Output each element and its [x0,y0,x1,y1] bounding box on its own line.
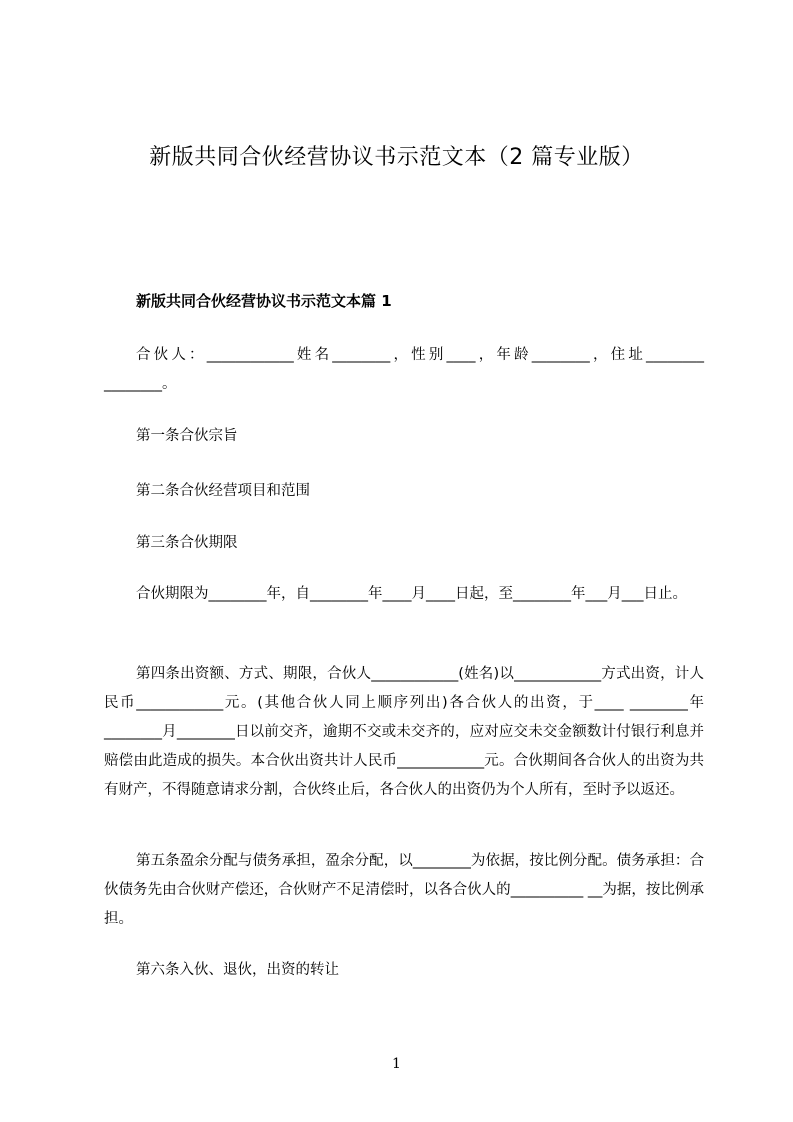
document-title: 新版共同合伙经营协议书示范文本（2 篇专业版） [149,145,644,170]
article-2-heading: 第二条合伙经营项目和范围 [136,483,310,499]
section-heading: 新版共同合伙经营协议书示范文本篇 1 [136,292,392,310]
partnership-term-paragraph: 合伙期限为________年，自________年____月____日起，至________年___月___日止。 [136,586,687,602]
article-1-heading: 第一条合伙宗旨 [136,428,238,444]
partner-info-paragraph: 合伙人：____________姓名________，性别____，年龄________，住址________ ________。 [104,347,704,392]
article-4-paragraph: 第四条出资额、方式、期限，合伙人____________(姓名)以____________方式出资，计人民币____________元。(其他合伙人同上顺序列出)各合伙人的出资，于____ ________年________月________日以前交齐，逾期不交或未交齐的，应对应交未交金额数计付银行利息并赔偿由此造成的损失。本合伙出资共计人民币____________元。合伙期间各合伙人的出资为共有财产，不得随意请求分割，合伙终止后，各合伙人的出资仍为个人所有，至时予以返还。 [104,666,704,798]
article-3-heading: 第三条合伙期限 [136,535,238,551]
page-number: 1 [392,1056,401,1072]
article-5-paragraph: 第五条盈余分配与债务承担，盈余分配，以________为依据，按比例分配。债务承担：合伙债务先由合伙财产偿还，合伙财产不足清偿时，以各合伙人的__________ __为据，按比例承担。 [104,853,704,927]
article-6-heading: 第六条入伙、退伙，出资的转让 [136,962,339,978]
